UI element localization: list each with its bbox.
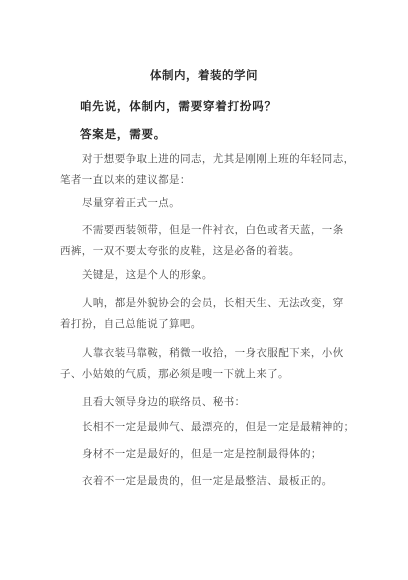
paragraph-line: 人靠衣装马靠鞍，稍微一收拾，一身衣服配下来，小伙: [82, 347, 344, 359]
paragraph: [60, 392, 360, 413]
paragraph-line: 且看大领导身边的联络员、秘书：: [82, 396, 246, 408]
paragraph-line: 身材不一定是最好的，但是一定是控制最得体的；: [82, 448, 322, 460]
paragraph-line: 着打扮，自己总能说了算吧。: [60, 318, 202, 330]
paragraph: [60, 220, 360, 262]
paragraph-line: 长相不一定是最帅气、最漂亮的，但是一定是最精神的；: [82, 421, 355, 433]
paragraph-line: 衣着不一定是最贵的，但一定是最整洁、最板正的。: [82, 475, 333, 487]
paragraph-line: 西裤，一双不要太夸张的皮鞋，这是必备的着装。: [60, 245, 300, 257]
paragraph: [60, 193, 360, 214]
paragraph: [60, 444, 360, 465]
paragraph: [60, 343, 360, 385]
paragraph: [60, 265, 360, 286]
paragraph-line: 尽量穿着正式一点。: [82, 197, 181, 209]
paragraph: [60, 149, 360, 191]
paragraph: [60, 293, 360, 335]
heading-question: 咱先说，体制内，需要穿着打扮吗？: [80, 99, 277, 113]
paragraph-line: 不需要西装领带，但是一件衬衣，白色或者天蓝，一条: [82, 224, 344, 236]
paragraph-line: 关键是，这是个人的形象。: [82, 269, 213, 281]
document-title: 体制内，着装的学问: [150, 68, 258, 82]
paragraph-line: 人呐，都是外貌协会的会员，长相天生、无法改变，穿: [82, 297, 344, 309]
heading-answer: 答案是，需要。: [80, 127, 167, 141]
paragraph: [60, 417, 360, 438]
paragraph-line: 子、小姑娘的气质，那必须是嗖一下就上来了。: [60, 368, 289, 380]
paragraph-line: 笔者一直以来的建议都是：: [60, 174, 191, 186]
paragraph-line: 对于想要争取上进的同志，尤其是刚刚上班的年轻同志，: [82, 153, 355, 165]
paragraph: [60, 471, 360, 492]
